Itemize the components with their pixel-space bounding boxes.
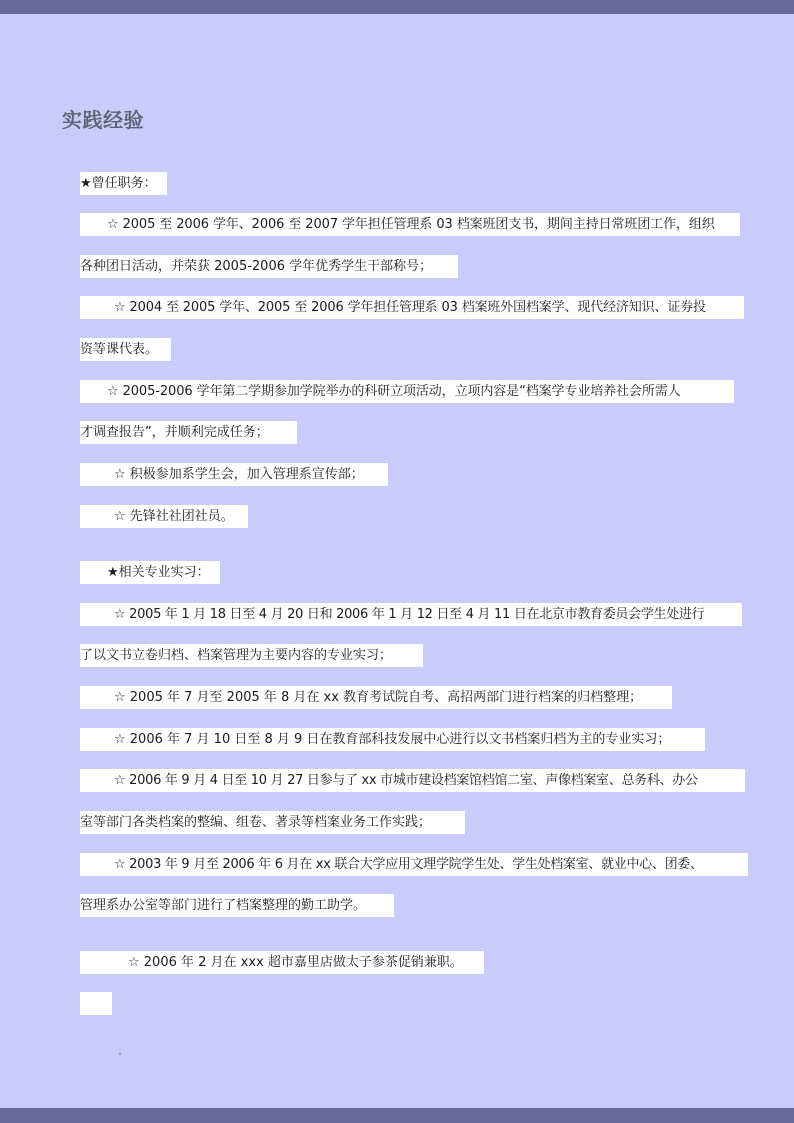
internship-item-5-line2: 管理系办公室等部门进行了档案整理的勤工助学。	[80, 894, 394, 917]
top-border-bar	[0, 0, 794, 14]
position-item-1-line2: 各种团日活动，并荣获 2005-2006 学年优秀学生干部称号；	[80, 255, 458, 278]
internship-item-4-line1: ☆ 2006 年 9 月 4 日至 10 月 27 日参与了 xx 市城市建设档案馆档馆二室、声像档案室、总务科、办公	[80, 769, 745, 792]
blank-line-highlight	[80, 992, 112, 1015]
internship-item-1-line1: ☆ 2005 年 1 月 18 日至 4 月 20 日和 2006 年 1 月 12 日至 4 月 11 日在北京市教育委员会学生处进行	[80, 603, 742, 626]
internships-heading: ★相关专业实习：	[80, 561, 220, 584]
position-item-3-line2: 才调查报告”，并顺利完成任务；	[80, 421, 297, 444]
internship-item-2-line1: ☆ 2005 年 7 月至 2005 年 8 月在 xx 教育考试院自考、高招两部门进行档案的归档整理；	[80, 686, 672, 709]
stray-dot	[119, 1053, 121, 1055]
internship-item-5-line1: ☆ 2003 年 9 月至 2006 年 6 月在 xx 联合大学应用文理学院学生处、学生处档案室、就业中心、团委、	[80, 853, 748, 876]
position-item-2-line1: ☆ 2004 至 2005 学年、2005 至 2006 学年担任管理系 03 档案班外国档案学、现代经济知识、证券投	[80, 296, 744, 319]
position-item-5-line1: ☆ 先锋社社团社员。	[80, 505, 248, 528]
internship-item-1-line2: 了以文书立卷归档、档案管理为主要内容的专业实习；	[80, 644, 423, 667]
positions-heading: ★曾任职务：	[80, 172, 167, 195]
position-item-4-line1: ☆ 积极参加系学生会，加入管理系宣传部；	[80, 463, 388, 486]
position-item-3-line1: ☆ 2005-2006 学年第二学期参加学院举办的科研立项活动，立项内容是“档案学专业培养社会所需人	[80, 380, 734, 403]
internship-item-3-line1: ☆ 2006 年 7 月 10 日至 8 月 9 日在教育部科技发展中心进行以文书档案归档为主的专业实习；	[80, 728, 705, 751]
section-title: 实践经验	[62, 108, 144, 132]
internship-item-4-line2: 室等部门各类档案的整编、组卷、著录等档案业务工作实践；	[80, 811, 465, 834]
position-item-1-line1: ☆ 2005 至 2006 学年、2006 至 2007 学年担任管理系 03 档案班团支书，期间主持日常班团工作，组织	[80, 213, 740, 236]
position-item-2-line2: 资等课代表。	[80, 338, 171, 361]
part-time-item: ☆ 2006 年 2 月在 xxx 超市嘉里店做太子参茶促销兼职。	[80, 951, 484, 974]
bottom-border-bar	[0, 1108, 794, 1123]
